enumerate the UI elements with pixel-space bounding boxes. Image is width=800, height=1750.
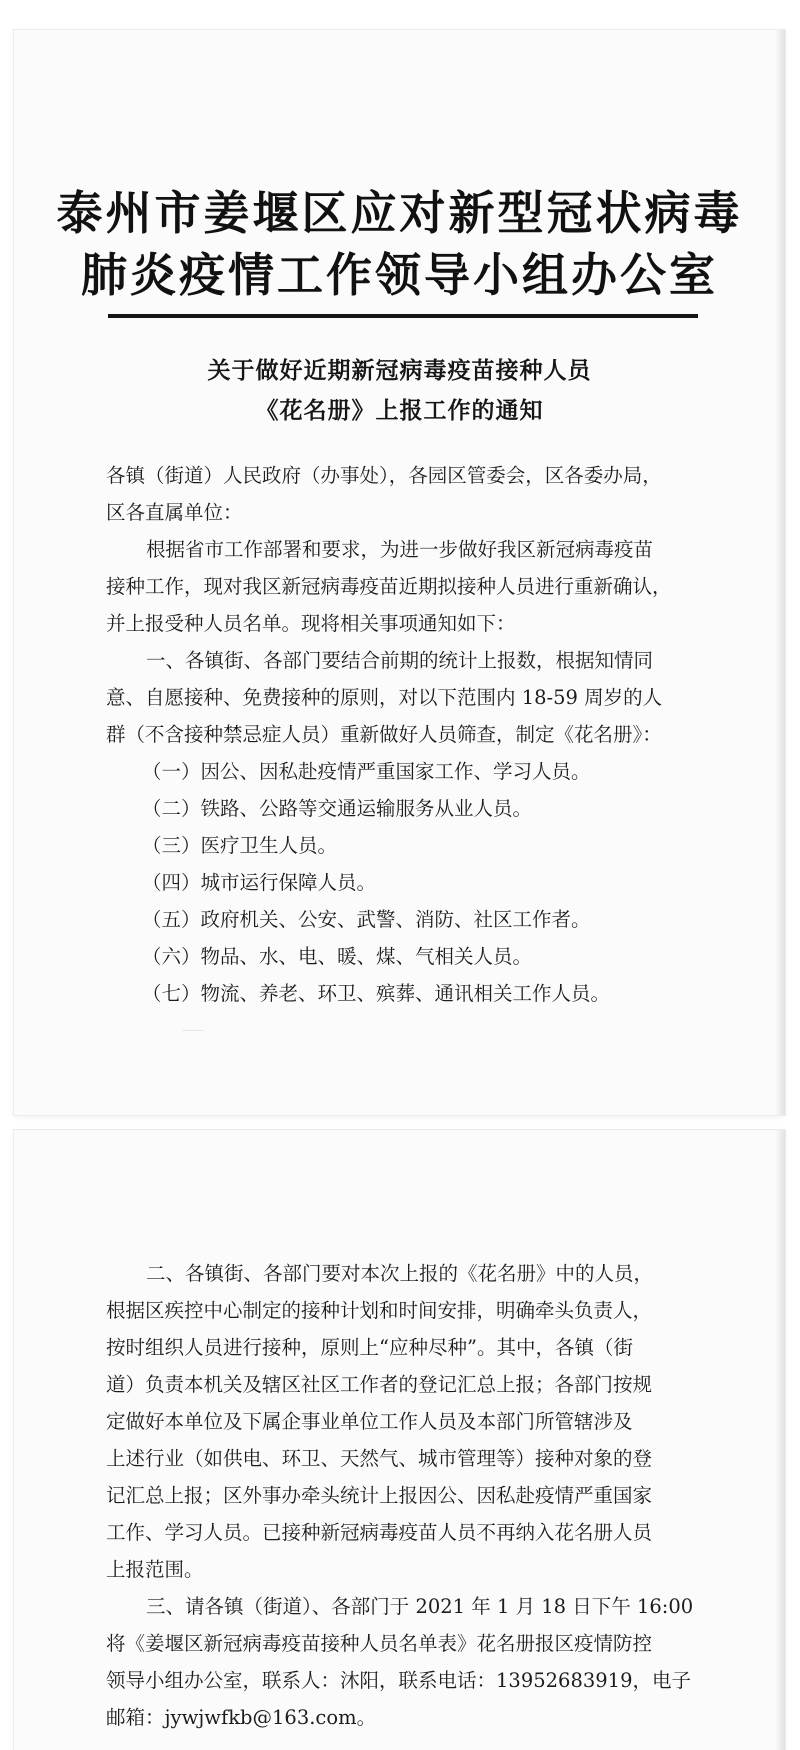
notice-subject-line-2: 《花名册》上报工作的通知 xyxy=(255,397,544,424)
document-page-2 xyxy=(14,1130,785,1750)
section-2-line-6: 上述行业（如供电、环卫、天然气、城市管理等）接种对象的登 xyxy=(106,1447,653,1470)
addressee-line-1: 各镇（街道）人民政府（办事处），各园区管委会，区各委办局， xyxy=(106,464,662,487)
page-edge-shadow xyxy=(775,1130,785,1750)
document-page-1 xyxy=(14,30,785,1115)
section-3-line-4: 邮箱：jywjwfkb@163.com。 xyxy=(106,1706,377,1729)
section-2-line-4: 道）负责本机关及辖区社区工作者的登记汇总上报；各部门按规 xyxy=(106,1373,653,1396)
issuer-header-line-1: 泰州市姜堰区应对新型冠状病毒 xyxy=(56,186,743,240)
section-2-line-1: 二、各镇街、各部门要对本次上报的《花名册》中的人员， xyxy=(146,1262,654,1285)
header-divider-rule xyxy=(108,314,698,318)
faint-scan-mark xyxy=(182,1030,204,1041)
intro-line-3: 并上报受种人员名单。现将相关事项通知如下： xyxy=(106,612,516,635)
category-item-1: （一）因公、因私赴疫情严重国家工作、学习人员。 xyxy=(142,760,591,783)
intro-line-1: 根据省市工作部署和要求，为进一步做好我区新冠病毒疫苗 xyxy=(146,538,654,561)
issuer-header-line-2: 肺炎疫情工作领导小组办公室 xyxy=(81,248,718,302)
addressee-line-2: 区各直属单位： xyxy=(106,501,243,524)
section-2-line-9: 上报范围。 xyxy=(106,1558,204,1581)
section-3-line-3: 领导小组办公室，联系人：沐阳，联系电话：13952683919，电子 xyxy=(106,1669,691,1692)
section-2-line-3: 按时组织人员进行接种，原则上“应种尽种”。其中，各镇（街 xyxy=(106,1336,633,1359)
category-item-4: （四）城市运行保障人员。 xyxy=(142,871,377,894)
section-3-line-1: 三、请各镇（街道）、各部门于 2021 年 1 月 18 日下午 16:00 xyxy=(146,1595,694,1618)
category-item-5: （五）政府机关、公安、武警、消防、社区工作者。 xyxy=(142,908,591,931)
section-2-line-5: 定做好本单位及下属企事业单位工作人员及本部门所管辖涉及 xyxy=(106,1410,633,1433)
section-3-line-2: 将《姜堰区新冠病毒疫苗接种人员名单表》花名册报区疫情防控 xyxy=(106,1632,653,1655)
category-item-7: （七）物流、养老、环卫、殡葬、通讯相关工作人员。 xyxy=(142,982,611,1005)
section-1-line-2: 意、自愿接种、免费接种的原则，对以下范围内 18-59 周岁的人 xyxy=(106,686,663,709)
section-2-line-7: 记汇总上报；区外事办牵头统计上报因公、因私赴疫情严重国家 xyxy=(106,1484,653,1507)
category-item-6: （六）物品、水、电、暖、煤、气相关人员。 xyxy=(142,945,533,968)
notice-subject-line-1: 关于做好近期新冠病毒疫苗接种人员 xyxy=(207,357,592,384)
intro-line-2: 接种工作，现对我区新冠病毒疫苗近期拟接种人员进行重新确认， xyxy=(106,575,672,598)
category-item-3: （三）医疗卫生人员。 xyxy=(142,834,338,857)
category-item-2: （二）铁路、公路等交通运输服务从业人员。 xyxy=(142,797,533,820)
section-1-line-1: 一、各镇街、各部门要结合前期的统计上报数，根据知情同 xyxy=(146,649,654,672)
section-2-line-2: 根据区疾控中心制定的接种计划和时间安排，明确牵头负责人， xyxy=(106,1299,653,1322)
section-2-line-8: 工作、学习人员。已接种新冠病毒疫苗人员不再纳入花名册人员 xyxy=(106,1521,653,1544)
section-1-line-3: 群（不含接种禁忌症人员）重新做好人员筛查，制定《花名册》： xyxy=(106,723,662,746)
